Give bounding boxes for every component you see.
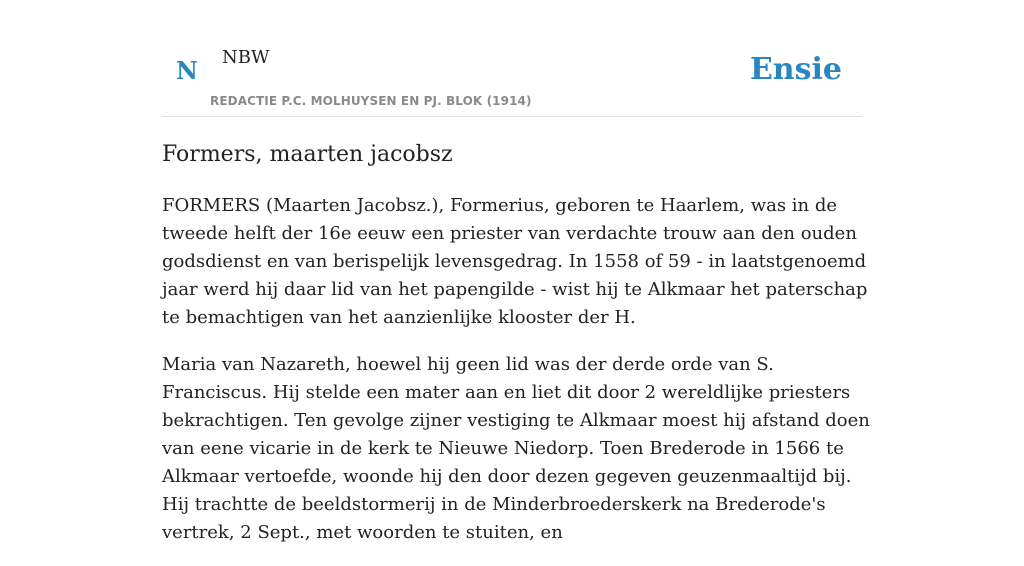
article-title: Formers, maarten jacobsz [162,142,453,167]
article-paragraph: Maria van Nazareth, hoewel hij geen lid was der derde orde van S. Franciscus. Hij stelde een mater aan en liet dit door 2 wereldlijke priesters bekrachtigen. Ten gevolge zijner vestiging te Alkmaar moest hij afstand doen van eene vicarie in de kerk te Nieuwe Niedorp. Toen Brederode in 1566 te Alkmaar vertoefde, woonde hij den door dezen gegeven geuzenmaaltijd bij. Hij trachtte de beeldstormerij in de Minderbroederskerk na Brederode's vertrek, 2 Sept., met woorden te stuiten, en [162,354,870,543]
article-body [162,192,870,566]
source-logo[interactable]: N [176,56,198,85]
source-name[interactable]: NBW [222,47,270,68]
article-paragraph: FORMERS (Maarten Jacobsz.), Formerius, geboren te Haarlem, was in de tweede helft der 16e eeuw een priester van verdachte trouw aan den ouden godsdienst en van berispelijk levensgedrag. In 1558 of 59 - in laatstgenoemd jaar werd hij daar lid van het papengilde - wist hij te Alkmaar het paterschap te bemachtigen van het aanzienlijke klooster der H. [162,195,868,328]
brand-logo[interactable]: Ensie [749,52,842,87]
source-editors: REDACTIE P.C. MOLHUYSEN EN PJ. BLOK (1914) [210,94,532,108]
header [162,0,862,117]
